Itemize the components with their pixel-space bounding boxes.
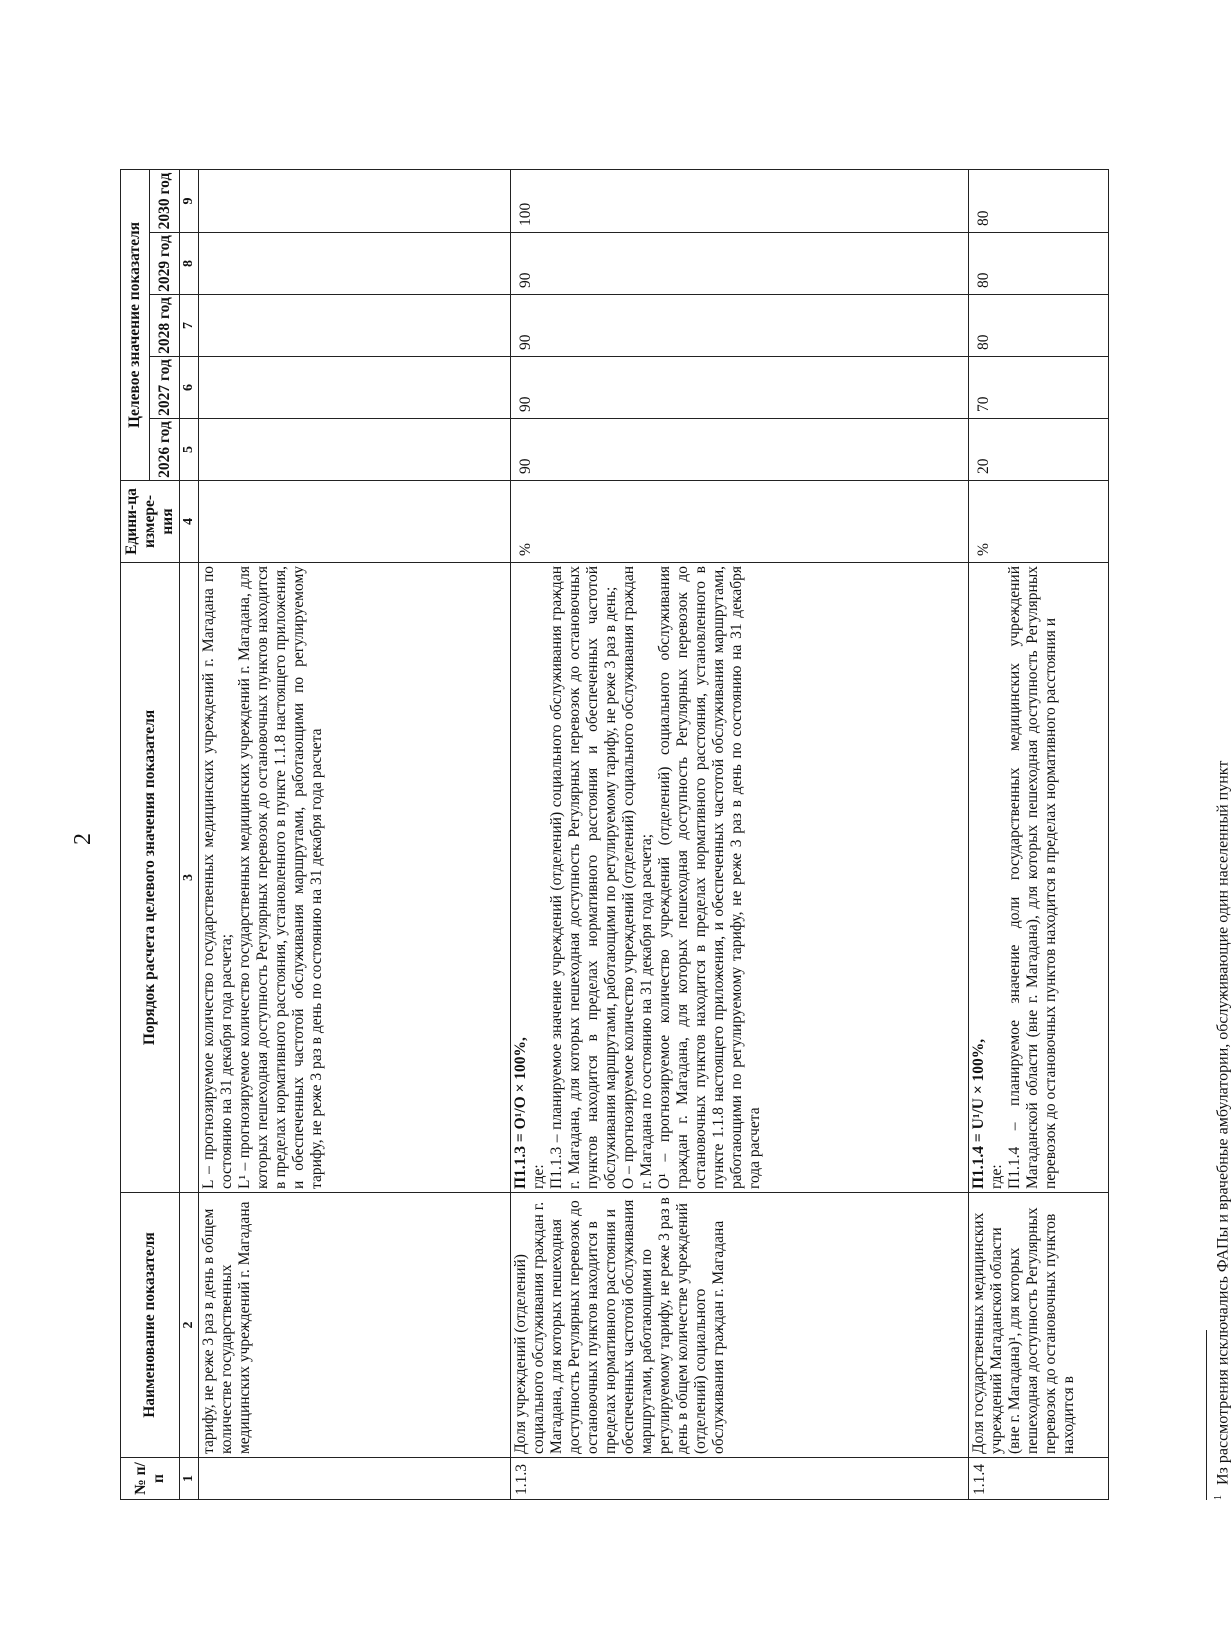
definition: П1.1.3 – планируемое значение учреждений (отделений) социального обслуживания граждан г. Магадана, для которых пешеходная доступность Регулярных перевозок до остановочных пунктов находится в пределах нормативного расстояния и обеспеченных частотой обслуживания маршрутами, работающими по регулируемому тарифу, не реже 3 раз в день;	[548, 566, 619, 1189]
definition: L – прогнозируемое количество государственных медицинских учреждений г. Магадана по состоянию на 31 декабря года расчета;	[200, 566, 236, 1189]
column-number: 5	[179, 419, 198, 481]
formula: П1.1.4 = U¹/U × 100%,	[970, 1038, 988, 1189]
unit	[199, 481, 511, 563]
column-number: 8	[179, 233, 198, 295]
column-number: 9	[179, 170, 198, 233]
column-number: 3	[179, 563, 198, 1193]
where-label: где:	[988, 1164, 1006, 1189]
header-year: 2029 год	[150, 233, 179, 295]
calculation-method	[199, 563, 511, 1193]
column-number: 4	[179, 481, 198, 563]
header-year: 2030 год	[150, 170, 179, 233]
value-2026	[199, 419, 511, 481]
column-number: 7	[179, 295, 198, 357]
definition: П1.1.4 – планируемое значение доли государственных медицинских учреждений Магаданской области (вне г. Магадана), для которых пешеходная доступность Регулярных перевозок до остановочных пунктов находится в пределах нормативного расстояния и	[1006, 566, 1060, 1189]
table-row	[199, 170, 511, 1500]
value-2028: 80	[969, 295, 1109, 357]
page-number: 2	[70, 833, 96, 845]
definition: O – прогнозируемое количество учреждений (отделений) социального обслуживания граждан г. Магадана по состоянию на 31 декабря года расчета;	[619, 566, 655, 1189]
column-numbers-row	[179, 170, 198, 1500]
header-num: № п/п	[121, 1458, 180, 1500]
footnote-marker: 1	[1213, 1495, 1224, 1500]
header-year: 2027 год	[150, 357, 179, 419]
definition: L¹ – прогнозируемое количество государственных медицинских учреждений г. Магадана, для которых пешеходная доступность Регулярных перевозок до остановочных пунктов находится в пределах нормативного расстояния, установленного в пункте 1.1.8 настоящего приложения, и обеспеченных частотой обслуживания маршрутами, работающими по регулируемому тарифу, не реже 3 раз в день по состоянию на 31 декабря года расчета	[236, 566, 325, 1189]
value-2027	[199, 357, 511, 419]
header-unit: Едини-ца измере-ния	[121, 481, 180, 563]
value-2029	[199, 233, 511, 295]
header-year: 2026 год	[150, 419, 179, 481]
value-2027: 90	[511, 357, 969, 419]
value-2029: 80	[969, 233, 1109, 295]
footnote	[1213, 761, 1232, 1500]
value-2029: 90	[511, 233, 969, 295]
calculation-method	[511, 563, 969, 1193]
header-target-values: Целевое значение показателя	[121, 170, 150, 481]
header-method: Порядок расчета целевого значения показателя	[121, 563, 180, 1193]
value-2027: 70	[969, 357, 1109, 419]
definition: O¹ – прогнозируемое количество учреждений (отделений) социального обслуживания граждан г. Магадана, для которых пешеходная доступность Регулярных перевозок до остановочных пунктов находится в пределах нормативного расстояния, установленного в пункте 1.1.8 настоящего приложения, и обеспеченных частотой обслуживания маршрутами, работающими по регулируемому тарифу, не реже 3 раз в день по состоянию на 31 декабря года расчета	[655, 566, 763, 1189]
row-num: 1.1.3	[511, 1458, 969, 1500]
rotated-page-content	[120, 0, 1232, 1520]
indicator-name: Доля государственных медицинских учреждений Магаданской области (вне г. Магадана)¹, для которых пешеходная доступность Регулярных перевозок до остановочных пунктов находится в	[969, 1193, 1109, 1458]
value-2028: 90	[511, 295, 969, 357]
value-2028	[199, 295, 511, 357]
indicator-name: Доля учреждений (отделений) социального обслуживания граждан г. Магадана, для которых пешеходная доступность Регулярных перевозок до остановочных пунктов находится в пределах нормативного расстояния и обеспеченных частотой обслуживания маршрутами, работающими по регулируемому тарифу, не реже 3 раз в день в общем количестве учреждений (отделений) социального обслуживания граждан г. Магадана	[511, 1193, 969, 1458]
header-name: Наименование показателя	[121, 1193, 180, 1458]
value-2030	[199, 170, 511, 233]
column-number: 1	[179, 1458, 198, 1500]
header-row	[121, 170, 150, 1500]
where-label: где:	[530, 1164, 548, 1189]
header-year: 2028 год	[150, 295, 179, 357]
table-row	[511, 170, 969, 1500]
value-2030: 80	[969, 170, 1109, 233]
unit: %	[511, 481, 969, 563]
row-num	[199, 1458, 511, 1500]
table-row	[969, 170, 1109, 1500]
column-number: 2	[179, 1193, 198, 1458]
value-2030: 100	[511, 170, 969, 233]
footnote-divider	[1206, 1330, 1207, 1500]
column-number: 6	[179, 357, 198, 419]
footnote-text: Из рассмотрения исключались ФАПы и врачебные амбулатории, обслуживающие один населенный пункт	[1214, 760, 1232, 1485]
indicator-table	[120, 169, 1109, 1500]
value-2026: 20	[969, 419, 1109, 481]
formula: П1.1.3 = O¹/O × 100%,	[512, 1037, 530, 1189]
row-num: 1.1.4	[969, 1458, 1109, 1500]
value-2026: 90	[511, 419, 969, 481]
unit: %	[969, 481, 1109, 563]
calculation-method	[969, 563, 1109, 1193]
indicator-name: тарифу, не реже 3 раз в день в общем количестве государственных медицинских учреждений г. Магадана	[199, 1193, 511, 1458]
